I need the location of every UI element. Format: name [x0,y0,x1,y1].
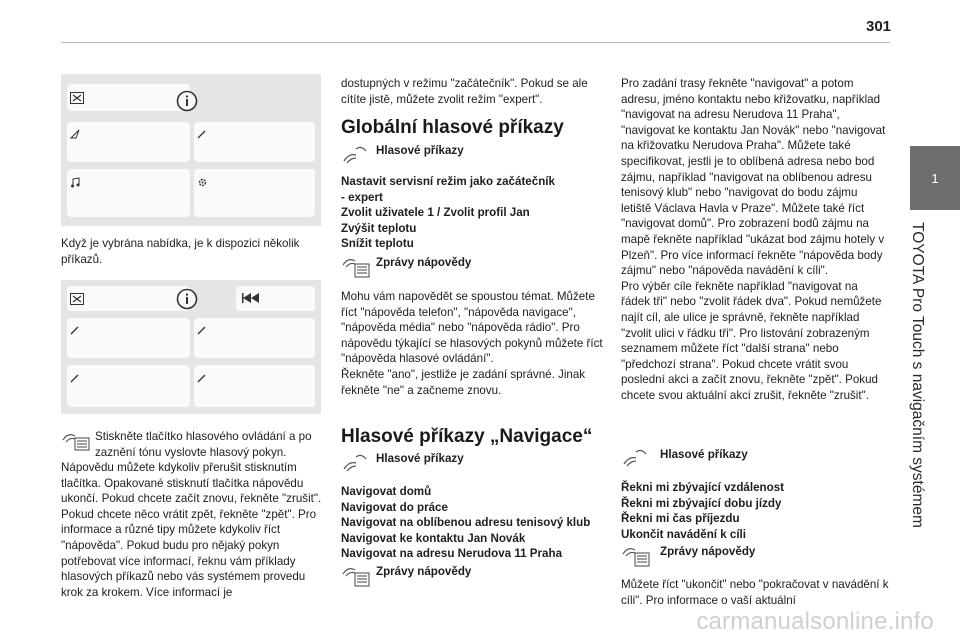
heading-global-commands: Globální hlasové příkazy [341,117,564,138]
screen-button-1 [67,84,190,111]
help-messages-icon [341,562,371,588]
command-line: - expert [341,190,383,204]
caption-menu-commands: Když je vybrána nabídka, je k dispozici několik příkazů. [61,237,300,266]
screen-button-1 [67,286,190,311]
pen-icon [197,129,207,139]
help-messages-icon [341,253,371,279]
command-line: Navigovat na adresu Nerudova 11 Praha [341,547,563,561]
screen-button-3 [194,122,315,162]
screen-illustration-2 [61,280,321,414]
screen-button-4 [67,169,190,217]
screen-button-3 [67,318,190,358]
heading-navigation-commands: Hlasové příkazy „Navigace“ [341,426,593,447]
label-voice-commands: Hlasové příkazy [376,144,464,157]
help-messages-icon [621,542,651,568]
section-tab[interactable]: 1 [910,146,960,210]
page-number: 301 [866,18,892,35]
voice-instruction-lead: Stiskněte tlačítko hlasového ovládání a po zaznění tónu vyslovte hlasový pokyn. [95,430,312,459]
voice-commands-icon [621,446,651,468]
command-line: Navigovat do práce [341,500,448,514]
screen-button-2 [67,122,190,162]
command-line: Zvýšit teplotu [341,221,417,235]
command-line: Navigovat domů [341,485,432,498]
screen-illustration-1 [61,74,321,226]
exit-icon [70,293,84,305]
screen-button-5 [67,365,190,407]
command-line: Řekni mi zbývající vzdálenost [621,481,785,494]
info-icon [176,288,198,310]
command-line: Řekni mi čas příjezdu [621,512,740,526]
command-line: Řekni mi zbývající dobu jízdy [621,496,782,510]
pen-icon [70,373,80,383]
settings-icon [197,177,208,188]
help-message-text: Mohu vám napovědět se spoustou témat. Můžete říct "nápověda telefon", "nápověda navigace", "nápověda média" nebo "nápověda rádio". Pro nápovědu týkající se hlasových pokynů můžete říct "nápověda hlasové ovládání". [341,290,603,366]
command-line: Navigovat ke kontaktu Jan Novák [341,531,526,545]
voice-commands-icon [341,451,371,473]
navigation-help-text: Pro výběr cíle řekněte například "navigovat na řádek tři" nebo "zvolit řádek dva". Pokud nemůžete najít cíl, ale ulice je správně, řekněte například "zvolit ulici v řádku tři". Pro listování zobrazeným seznamem můžete říct "další strana" nebo "předchozí strana". Pokud chcete vrátit svou poslední akci a začít znovu, řekněte "zpět". Pokud chcete svou aktuální akci zrušit, řekněte "zrušit". [621,279,882,402]
pen-icon [197,325,207,335]
pen-icon [197,373,207,383]
command-line: Navigovat na oblíbenou adresu tenisový klub [341,516,591,530]
info-icon [176,90,198,112]
voice-control-icon [61,428,91,452]
label-voice-commands: Hlasové příkazy [660,448,748,461]
music-icon [70,177,80,188]
command-line: Ukončit navádění k cíli [621,527,746,541]
help-message-text: Řekněte "ano", jestliže je zadání správné. Jinak řekněte "ne" a začneme znovu. [341,367,586,397]
navigation-icon [70,129,80,139]
exit-icon [70,92,84,104]
label-help-messages: Zprávy nápovědy [376,256,472,269]
label-voice-commands: Hlasové příkazy [376,452,464,465]
command-line: Zvolit uživatele 1 / Zvolit profil Jan [341,206,530,220]
voice-help-paragraph: Nápovědu můžete kdykoliv přerušit stisknutím tlačítka. Opakované stisknutí tlačítka nápovědu ukončí. Pokud chcete začít znovu, řekněte "zrušit". Pokud chcete něco vrátit zpět, řekněte "zpět". Pro informace a různé tipy můžete kdykoliv říct "nápověda". Pokud budu pro nějaký pokyn potřebovat více informací, řeknu vám příklady hlasových příkazů nebo vás systémem provedu krok za krokem. Více informací je [61,461,322,599]
pen-icon [70,325,80,335]
watermark: carmanualsonline.info [696,608,934,635]
intro-continuation: dostupných v režimu "začátečník". Pokud se ale cítíte jistě, můžete zvolit režim "expert". [341,77,588,106]
command-line: Nastavit servisní režim jako začátečník [341,175,555,188]
header-rule [61,42,890,43]
label-help-messages: Zprávy nápovědy [376,565,472,578]
help-message-text: Můžete říct "ukončit" nebo "pokračovat v navádění k cíli". Pro informace o vaší aktuální [621,578,889,607]
command-line: Snížit teplotu [341,237,414,251]
label-help-messages: Zprávy nápovědy [660,545,756,558]
side-title: TOYOTA Pro Touch s navigačním systémem [909,222,926,528]
voice-commands-icon [341,143,371,165]
screen-button-5 [194,169,315,217]
screen-button-6 [194,365,315,407]
screen-button-4 [194,318,315,358]
navigation-help-text: Pro zadání trasy řekněte "navigovat" a potom adresu, jméno kontaktu nebo křižovatku, například "navigovat na adresu Nerudova 11 Praha", "navigovat ke kontaktu Jan Novák" nebo "navigovat na křižovatku Nerudova Praha". Můžete také specifikovat, jestli je to oblíbená adresa nebo bod zájmu, například "navigovat na oblíbenou adresu tenisový klub" nebo "navigovat do bodu zájmu letiště Václava Havla v Praze". Můžete také říct "navigovat domů". Pro zobrazení bodů zájmu na mapě řekněte například "ukázat bod zájmu hotely v Plzeň". Pro více informací řekněte "nápověda body zájmu" nebo "nápověda navádění k cíli". [621,77,886,278]
rewind-icon [242,292,260,304]
